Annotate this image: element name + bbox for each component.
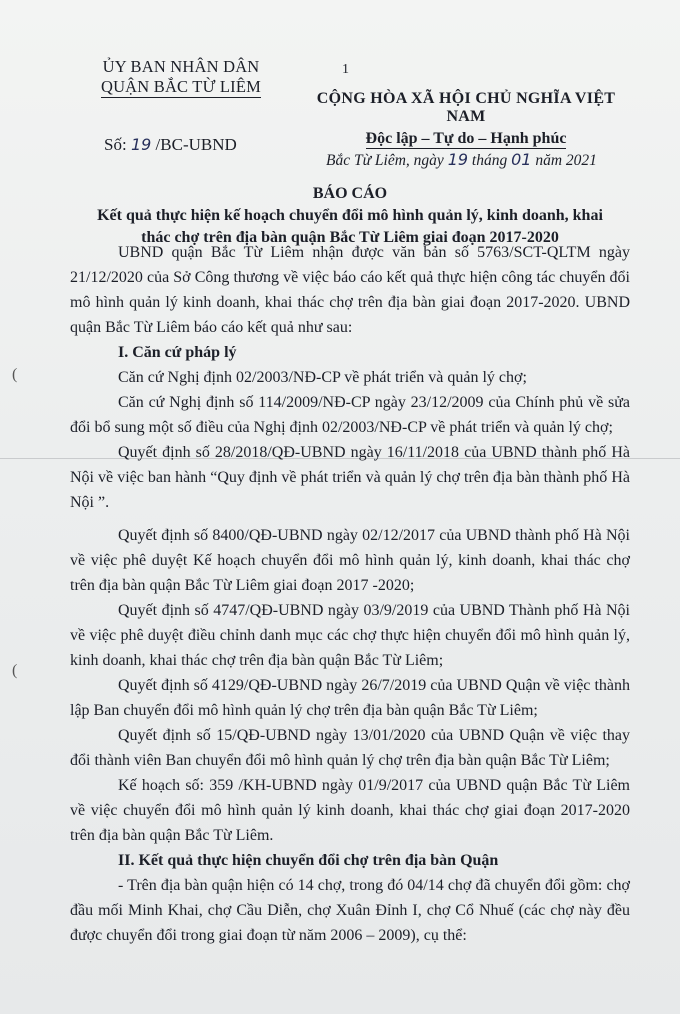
legal-basis-item: Quyết định số 15/QĐ-UBND ngày 13/01/2020 của UBND Quận về việc thay đổi thành viên Ban chuyển đổi mô hình quản lý chợ trên địa bàn quận Bắc Từ Liêm; [70, 727, 630, 769]
intro-paragraph: UBND quận Bắc Từ Liêm nhận được văn bản số 5763/SCT-QLTM ngày 21/12/2020 của Sở Công thương về việc báo cáo kết quả thực hiện công tác chuyển đổi mô hình quản lý kinh doanh, khai thác chợ trên địa bàn giai đoạn 2017-2020. UBND quận Bắc Từ Liêm báo cáo kết quả như sau: [70, 244, 630, 336]
legal-basis-item: Kế hoạch số: 359 /KH-UBND ngày 01/9/2017 của UBND quận Bắc Từ Liêm về việc chuyển đổi mô hình quản lý kinh doanh, khai thác chợ giai đoạn 2017-2020 trên địa bàn quận Bắc Từ Liêm. [70, 777, 630, 844]
page-number: 1 [342, 62, 349, 77]
document-number [104, 135, 237, 155]
date-year: năm 2021 [535, 152, 597, 169]
national-motto [296, 90, 636, 149]
legal-basis-item: Quyết định số 28/2018/QĐ-UBND ngày 16/11/2018 của UBND thành phố Hà Nội về việc ban hành “Quy định về phát triển và quản lý chợ trên địa bàn thành phố Hà Nội ”. [70, 444, 630, 511]
report-body [70, 240, 630, 948]
title-line1: Kết quả thực hiện kế hoạch chuyển đổi mô hình quản lý, kinh doanh, khai [97, 207, 603, 224]
margin-mark: ( [12, 366, 18, 383]
date-place: Bắc Từ Liêm, ngày [326, 152, 444, 169]
number-handwritten: 19 [130, 135, 152, 154]
results-paragraph: - Trên địa bàn quận hiện có 14 chợ, trong đó 04/14 chợ đã chuyển đổi gồm: chợ đầu mối Minh Khai, chợ Cầu Diễn, chợ Xuân Đỉnh I, chợ Cổ Nhuế (các chợ này đều được chuyển đổi trong giai đoạn từ năm 2006 – 2009), cụ thể: [70, 877, 630, 944]
title-label: BÁO CÁO [312, 185, 388, 202]
document-date [326, 150, 597, 170]
issuing-organization [96, 57, 266, 97]
legal-basis-item: Quyết định số 4747/QĐ-UBND ngày 03/9/2019 của UBND Thành phố Hà Nội về việc phê duyệt điều chỉnh danh mục các chợ thực hiện chuyển đổi mô hình quản lý, kinh doanh, khai thác chợ trên địa bàn quận Bắc Từ Liêm; [70, 602, 630, 669]
legal-basis-item: Quyết định số 8400/QĐ-UBND ngày 02/12/2017 của UBND thành phố Hà Nội về việc phê duyệt Kế hoạch chuyển đổi mô hình quản lý, kinh doanh, khai thác chợ trên địa bàn quận Bắc Từ Liêm giai đoạn 2017 -2020; [70, 527, 630, 594]
nation-line1: CỘNG HÒA XÃ HỘI CHỦ NGHĨA VIỆT NAM [316, 90, 616, 125]
section-heading-legal-basis: I. Căn cứ pháp lý [118, 344, 237, 361]
date-month-word: tháng [471, 152, 508, 169]
margin-mark: ( [12, 662, 18, 679]
org-line2: QUẬN BẮC TỪ LIÊM [100, 77, 262, 96]
section-heading-results: II. Kết quả thực hiện chuyển đổi chợ trên địa bàn Quận [118, 852, 499, 869]
org-line1: ỦY BAN NHÂN DÂN [102, 57, 260, 76]
legal-basis-item: Căn cứ Nghị định 02/2003/NĐ-CP về phát triển và quản lý chợ; [118, 369, 527, 386]
number-suffix: /BC-UBND [155, 135, 237, 154]
legal-basis-item: Căn cứ Nghị định số 114/2009/NĐ-CP ngày 23/12/2009 của Chính phủ về sửa đổi bổ sung một số điều của Nghị định 02/2003/NĐ-CP về phát triển và quản lý chợ; [70, 394, 630, 436]
legal-basis-item: Quyết định số 4129/QĐ-UBND ngày 26/7/2019 của UBND Quận về việc thành lập Ban chuyển đổi mô hình quản lý chợ trên địa bàn quận Bắc Từ Liêm; [70, 677, 630, 719]
nation-line2: Độc lập – Tự do – Hạnh phúc [365, 130, 567, 147]
number-prefix: Số: [104, 135, 127, 154]
date-day: 19 [447, 150, 469, 169]
title-line2: thác chợ trên địa bàn quận Bắc Từ Liêm giai đoạn 2017-2020 [141, 229, 559, 246]
date-month: 01 [511, 150, 532, 169]
